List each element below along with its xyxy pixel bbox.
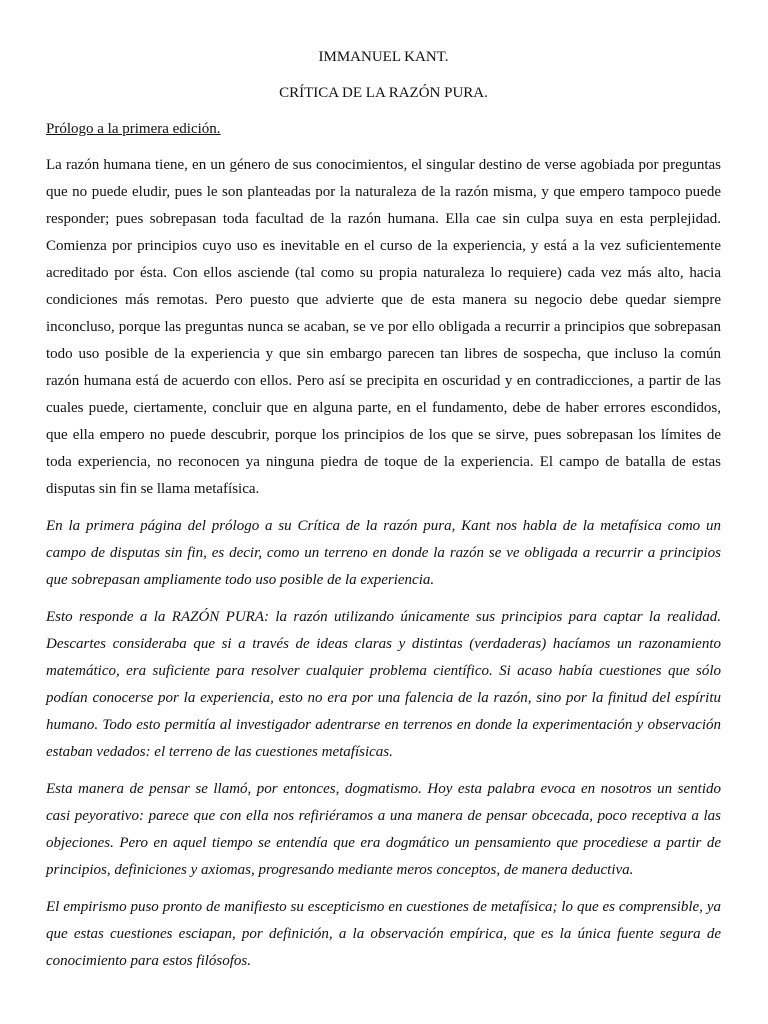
work-title: CRÍTICA DE LA RAZÓN PURA. xyxy=(279,85,488,101)
commentary-paragraph: Esta manera de pensar se llamó, por entonces, dogmatismo. Hoy esta palabra evoca en nosotros un sentido casi peyorativo: parece que con ella nos refiriéramos a una manera de pensar obcecada, poco receptiva a las objeciones. Pero en aquel tiempo se entendía que era dogmático un pensamiento que procediese a partir de principios, definiciones y axiomas, progresando mediante meros conceptos, de manera deductiva. xyxy=(46,781,721,878)
author-title: IMMANUEL KANT. xyxy=(318,49,449,65)
commentary-paragraph: Esto responde a la RAZÓN PURA: la razón utilizando únicamente sus principios para captar la realidad. Descartes consideraba que si a través de ideas claras y distintas (verdaderas) hacíamos un razonamiento matemático, era suficiente para resolver cualquier problema científico. Si acaso había cuestiones que sólo podían conocerse por la experiencia, esto no era por una falencia de la razón, sino por la finitud del espíritu humano. Todo esto permitía al investigador adentrarse en terrenos en donde la experimentación y observación estaban vedados: el terreno de las cuestiones metafísicas. xyxy=(46,609,721,760)
commentary-paragraph: En la primera página del prólogo a su Crítica de la razón pura, Kant nos habla de la metafísica como un campo de disputas sin fin, es decir, como un terreno en donde la razón se ve obligada a recurrir a principios que sobrepasan ampliamente todo uso posible de la experiencia. xyxy=(46,518,721,588)
commentary-paragraph: El empirismo puso pronto de manifiesto su escepticismo en cuestiones de metafísica; lo que es comprensible, ya que estas cuestiones esciapan, por definición, a la observación empírica, que es la única fuente segura de conocimiento para estos filósofos. xyxy=(46,899,721,969)
document-page xyxy=(46,44,721,985)
kant-quote-paragraph: La razón humana tiene, en un género de sus conocimientos, el singular destino de verse agobiada por preguntas que no puede eludir, pues le son planteadas por la naturaleza de la razón misma, y que empero tampoco puede responder; pues sobrepasan toda facultad de la razón humana. Ella cae sin culpa suya en esta perplejidad. Comienza por principios cuyo uso es inevitable en el curso de la experiencia, y está a la vez suficientemente acreditado por ésta. Con ellos asciende (tal como su propia naturaleza lo requiere) cada vez más alto, hacia condiciones más remotas. Pero puesto que advierte que de esta manera su negocio debe quedar siempre inconcluso, porque las preguntas nunca se acaban, se ve por ello obligada a recurrir a principios que sobrepasan todo uso posible de la experiencia y que sin embargo parecen tan libres de sospecha, que incluso la común razón humana está de acuerdo con ellos. Pero así se precipita en oscuridad y en contradicciones, a partir de las cuales puede, ciertamente, concluir que en alguna parte, en el fundamento, debe de haber errores escondidos, que ella empero no puede descubrir, porque los principios de los que se sirve, pues sobrepasan los límites de toda experiencia, no reconocen ya ninguna piedra de toque de la experiencia. El campo de batalla de estas disputas sin fin se llama metafísica. xyxy=(46,157,721,497)
section-heading: Prólogo a la primera edición. xyxy=(46,121,221,137)
